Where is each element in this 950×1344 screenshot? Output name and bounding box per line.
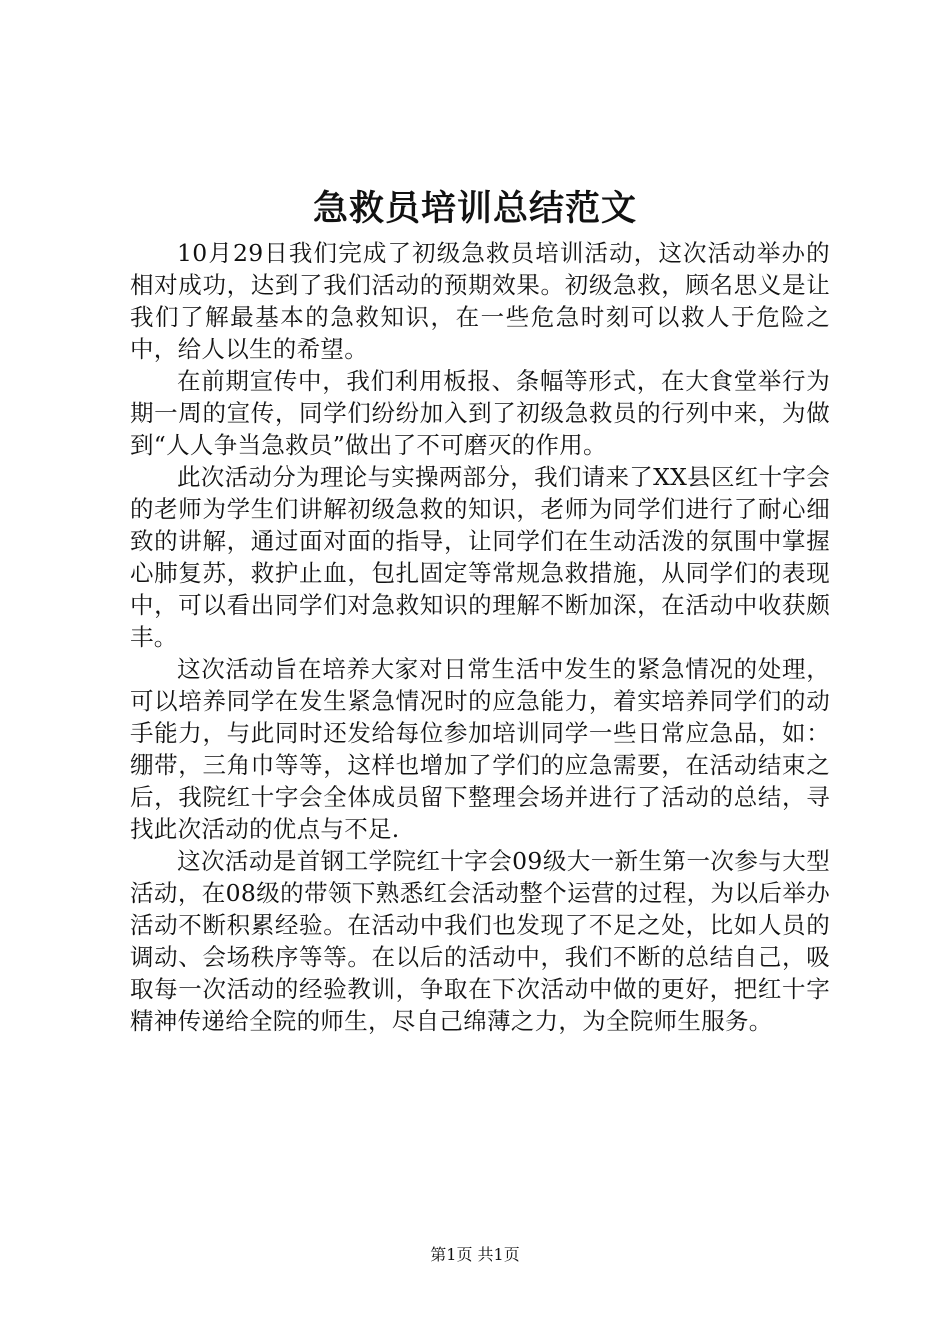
paragraph-2: 在前期宣传中，我们利用板报、条幅等形式，在大食堂举行为期一周的宣传，同学们纷纷加入到了初级急救员的行列中来，为做到“人人争当急救员”做出了不可磨灭的作用。 — [130, 367, 830, 459]
paragraph-1: 10月29日我们完成了初级急救员培训活动，这次活动举办的相对成功，达到了我们活动的预期效果。初级急救，顾名思义是让我们了解最基本的急救知识，在一些危急时刻可以救人于危险之中，给人以生的希望。 — [130, 239, 830, 363]
paragraph-3: 此次活动分为理论与实操两部分，我们请来了XX县区红十字会的老师为学生们讲解初级急救的知识，老师为同学们进行了耐心细致的讲解，通过面对面的指导，让同学们在生动活泼的氛围中掌握心肺复苏，救护止血，包扎固定等常规急救措施，从同学们的表现中，可以看出同学们对急救知识的理解不断加深，在活动中收获颇丰。 — [130, 463, 830, 651]
document-title: 急救员培训总结范文 — [312, 188, 637, 229]
paragraph-5: 这次活动是首钢工学院红十字会09级大一新生第一次参与大型活动，在08级的带领下熟悉红会活动整个运营的过程，为以后举办活动不断积累经验。在活动中我们也发现了不足之处，比如人员的调动、会场秩序等等。在以后的活动中，我们不断的总结自己，吸取每一次活动的经验教训，争取在下次活动中做的更好，把红十字精神传递给全院的师生，尽自己绵薄之力，为全院师生服务。 — [130, 847, 830, 1035]
document-body — [130, 237, 830, 1037]
page-number-footer: 第1页 共1页 — [430, 1245, 520, 1264]
paragraph-4: 这次活动旨在培养大家对日常生活中发生的紧急情况的处理，可以培养同学在发生紧急情况时的应急能力，着实培养同学们的动手能力，与此同时还发给每位参加培训同学一些日常应急品，如：绷带，三角巾等等，这样也增加了学们的应急需要，在活动结束之后，我院红十字会全体成员留下整理会场并进行了活动的总结，寻找此次活动的优点与不足. — [130, 655, 830, 843]
